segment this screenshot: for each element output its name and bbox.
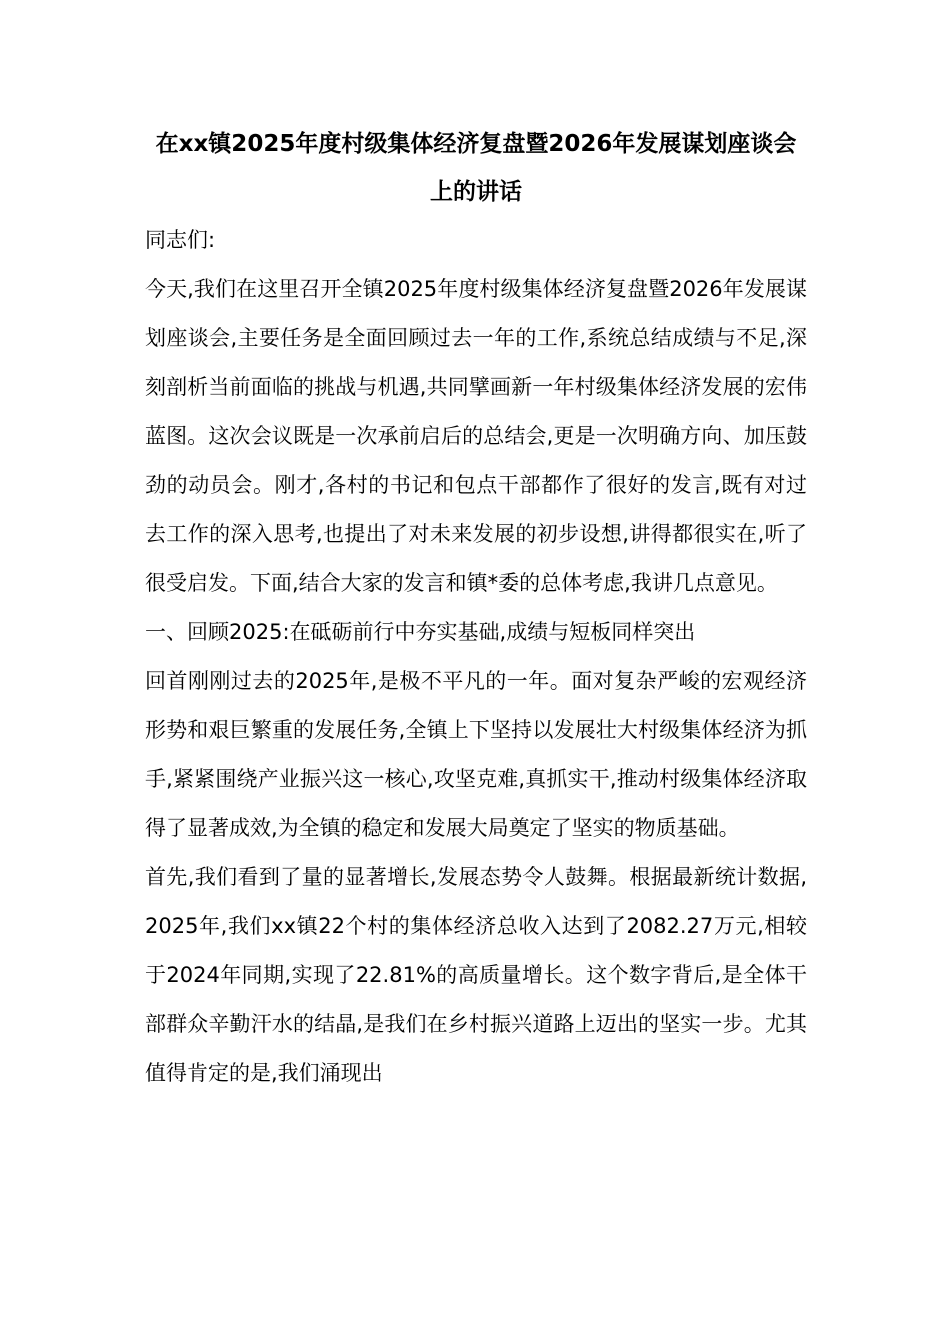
paragraph-growth: 首先,我们看到了量的显著增长,发展态势令人鼓舞。根据最新统计数据,2025年,我们xx镇22个村的集体经济总收入达到了2082.27万元,相较于2024年同期,实现了22.81%的高质量增长。这个数字背后,是全体干部群众辛勤汗水的结晶,是我们在乡村振兴道路上迈出的坚实一步。尤其值得肯定的是,我们涌现出 [145, 865, 807, 1085]
document-title: 在xx镇2025年度村级集体经济复盘暨2026年发展谋划座谈会上的讲话 [155, 131, 797, 205]
paragraph-opening: 今天,我们在这里召开全镇2025年度村级集体经济复盘暨2026年发展谋划座谈会,主要任务是全面回顾过去一年的工作,系统总结成绩与不足,深刻剖析当前面临的挑战与机遇,共同擘画新一年村级集体经济发展的宏伟蓝图。这次会议既是一次承前启后的总结会,更是一次明确方向、加压鼓劲的动员会。刚才,各村的书记和包点干部都作了很好的发言,既有对过去工作的深入思考,也提出了对未来发展的初步设想,讲得都很实在,听了很受启发。下面,结合大家的发言和镇*委的总体考虑,我讲几点意见。 [145, 277, 807, 595]
section-heading: 一、回顾2025:在砥砺前行中夯实基础,成绩与短板同样突出 [145, 620, 696, 644]
document-page [145, 120, 807, 1098]
paragraph-review: 回首刚刚过去的2025年,是极不平凡的一年。面对复杂严峻的宏观经济形势和艰巨繁重的发展任务,全镇上下坚持以发展壮大村级集体经济为抓手,紧紧围绕产业振兴这一核心,攻坚克难,真抓实干,推动村级集体经济取得了显著成效,为全镇的稳定和发展大局奠定了坚实的物质基础。 [145, 669, 807, 840]
salutation: 同志们: [145, 228, 216, 252]
